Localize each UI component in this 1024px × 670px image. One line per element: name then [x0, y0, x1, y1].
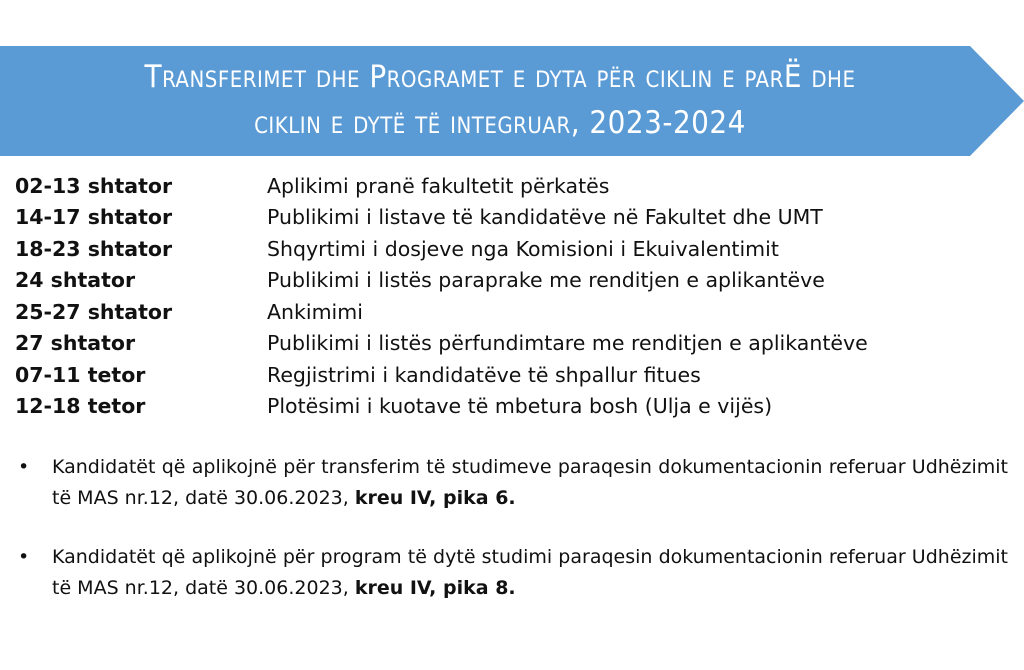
schedule-activity: Publikimi i listës paraprake me renditjen e aplikantëve: [267, 268, 825, 293]
note-item: [18, 542, 1008, 604]
schedule-activity: Ankimimi: [267, 299, 363, 324]
title-line-2: ciklin e dytë të integruar, 2023-2024: [254, 105, 746, 141]
note-text: [52, 542, 1008, 604]
page-title: [0, 54, 1000, 146]
schedule-date: 12-18 tetor: [15, 394, 146, 419]
note-reference: kreu IV, pika 8.: [354, 577, 516, 599]
schedule-date: 25-27 shtator: [15, 299, 173, 324]
note-reference: kreu IV, pika 6.: [354, 487, 516, 509]
schedule-date: 07-11 tetor: [15, 362, 146, 387]
schedule-activity: Regjistrimi i kandidatëve të shpallur fitues: [267, 362, 701, 387]
schedule-date: 24 shtator: [15, 268, 136, 293]
note-item: [18, 452, 1008, 514]
title-banner: [0, 46, 1024, 156]
bullet-icon: •: [18, 546, 30, 568]
bullet-icon: •: [18, 456, 30, 478]
schedule-row: [15, 391, 1015, 423]
schedule-activity: Publikimi i listave të kandidatëve në Fakultet dhe UMT: [267, 205, 823, 230]
schedule-row: [15, 296, 1015, 328]
title-line-1: Transferimet dhe Programet e dyta për ciklin e parË dhe: [144, 59, 856, 95]
note-body: Kandidatët që aplikojnë për program të dytë studimi paraqesin dokumentacionin referuar Udhëzimit të MAS nr.12, datë 30.06.2023,: [52, 546, 1008, 599]
schedule-activity: Plotësimi i kuotave të mbetura bosh (Ulja e vijës): [267, 394, 773, 419]
schedule-date: 18-23 shtator: [15, 236, 173, 261]
schedule-activity: Shqyrtimi i dosjeve nga Komisioni i Ekuivalentimit: [267, 236, 779, 261]
schedule-date: 14-17 shtator: [15, 205, 173, 230]
schedule-activity: Publikimi i listës përfundimtare me renditjen e aplikantëve: [267, 331, 868, 356]
notes-list: [18, 452, 1008, 632]
note-text: [52, 452, 1008, 514]
schedule-row: [15, 328, 1015, 360]
schedule-date: 27 shtator: [15, 331, 136, 356]
note-body: Kandidatët që aplikojnë për transferim të studimeve paraqesin dokumentacionin referuar Udhëzimit të MAS nr.12, datë 30.06.2023,: [52, 456, 1008, 509]
schedule-row: [15, 233, 1015, 265]
schedule-row: [15, 202, 1015, 234]
schedule-row: [15, 359, 1015, 391]
schedule-list: [15, 170, 1015, 422]
schedule-row: [15, 170, 1015, 202]
schedule-activity: Aplikimi pranë fakultetit përkatës: [267, 173, 610, 198]
schedule-date: 02-13 shtator: [15, 173, 173, 198]
schedule-row: [15, 265, 1015, 297]
